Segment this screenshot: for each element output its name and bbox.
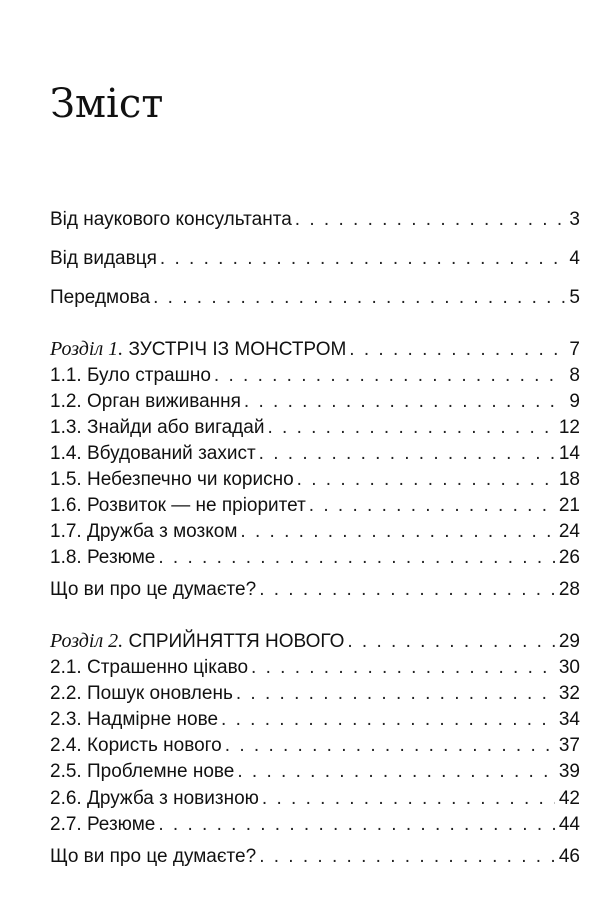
toc-entry-label: 1.4. Вбудований захист bbox=[50, 443, 256, 464]
dot-leader bbox=[259, 844, 555, 870]
toc-section-2-3 bbox=[50, 707, 580, 733]
dot-leader bbox=[160, 246, 566, 272]
toc-section-2-7 bbox=[50, 812, 580, 838]
toc-entry-label: Передмова bbox=[50, 287, 151, 308]
toc-section-1-1 bbox=[50, 363, 580, 389]
page-title: Зміст bbox=[50, 81, 164, 127]
chapter-prefix: Розділ 1. bbox=[50, 338, 124, 360]
toc-section-1-3 bbox=[50, 415, 580, 441]
toc-section-2-1 bbox=[50, 655, 580, 681]
dot-leader bbox=[237, 759, 555, 785]
toc-entry-page: 44 bbox=[558, 814, 580, 835]
toc-entry-page: 12 bbox=[558, 417, 580, 438]
toc-entry-label: 2.7. Резюме bbox=[50, 814, 156, 835]
toc-section-1-6 bbox=[50, 493, 580, 519]
toc-entry-page: 30 bbox=[558, 657, 580, 678]
toc-entry-page: 24 bbox=[558, 521, 580, 542]
toc-entry-page: 28 bbox=[558, 579, 580, 600]
toc-chapter-1-question bbox=[50, 577, 580, 603]
toc-chapter-2-question bbox=[50, 844, 580, 870]
toc-chapter-label bbox=[50, 336, 346, 363]
toc-entry-page: 4 bbox=[569, 248, 580, 269]
toc-section-2-2 bbox=[50, 681, 580, 707]
toc-entry-preface bbox=[50, 285, 580, 311]
dot-leader bbox=[236, 681, 555, 707]
toc-entry-page: 34 bbox=[558, 709, 580, 730]
toc-entry-label: 1.5. Небезпечно чи корисно bbox=[50, 469, 294, 490]
toc-entry-label: Що ви про це думаєте? bbox=[50, 579, 257, 600]
toc-entry-label: 2.3. Надмірне нове bbox=[50, 709, 219, 730]
toc-entry-label: Від наукового консультанта bbox=[50, 209, 292, 230]
dot-leader bbox=[153, 285, 565, 311]
toc-entry-label: 1.3. Знайди або вигадай bbox=[50, 417, 265, 438]
toc-entry-label: 2.4. Користь нового bbox=[50, 735, 222, 756]
toc-entry-label: 2.1. Страшенно цікаво bbox=[50, 657, 249, 678]
toc-entry-label: 2.5. Проблемне нове bbox=[50, 761, 235, 782]
dot-leader bbox=[158, 812, 555, 838]
toc-entry-page: 14 bbox=[558, 443, 580, 464]
toc-entry-page: 42 bbox=[558, 788, 580, 809]
dot-leader bbox=[295, 207, 566, 233]
toc-entry-publisher bbox=[50, 246, 580, 272]
dot-leader bbox=[225, 733, 555, 759]
toc-entry-page: 46 bbox=[558, 846, 580, 867]
toc-chapter-1-heading bbox=[50, 336, 580, 362]
toc-entry-label: 2.6. Дружба з новизною bbox=[50, 788, 259, 809]
toc-entry-page: 9 bbox=[569, 391, 580, 412]
dot-leader bbox=[349, 337, 565, 363]
toc-entry-consultant bbox=[50, 207, 580, 233]
toc-section-2-5 bbox=[50, 759, 580, 785]
dot-leader bbox=[158, 545, 555, 571]
toc-entry-page: 21 bbox=[558, 495, 580, 516]
toc-entry-page: 32 bbox=[558, 683, 580, 704]
toc-entry-page: 8 bbox=[569, 365, 580, 386]
dot-leader bbox=[221, 707, 555, 733]
dot-leader bbox=[240, 519, 554, 545]
toc-entry-page: 5 bbox=[569, 287, 580, 308]
toc-entry-label: 1.7. Дружба з мозком bbox=[50, 521, 238, 542]
dot-leader bbox=[262, 786, 555, 812]
toc-entry-label: 1.2. Орган виживання bbox=[50, 391, 241, 412]
chapter-prefix: Розділ 2. bbox=[50, 630, 124, 652]
dot-leader bbox=[251, 655, 555, 681]
toc-entry-page: 37 bbox=[558, 735, 580, 756]
toc-entry-label: Що ви про це думаєте? bbox=[50, 846, 257, 867]
dot-leader bbox=[347, 629, 554, 655]
chapter-title: ЗУСТРІЧ ІЗ МОНСТРОМ bbox=[128, 339, 347, 360]
dot-leader bbox=[267, 415, 554, 441]
dot-leader bbox=[259, 577, 555, 603]
toc-entry-label: 1.1. Було страшно bbox=[50, 365, 211, 386]
toc-section-1-8 bbox=[50, 545, 580, 571]
toc-section-2-4 bbox=[50, 733, 580, 759]
toc-entry-page: 7 bbox=[569, 339, 580, 360]
toc-entry-page: 39 bbox=[558, 761, 580, 782]
toc-entry-label: 1.6. Розвиток — не пріоритет bbox=[50, 495, 306, 516]
toc-entry-label: Від видавця bbox=[50, 248, 157, 269]
toc-section-2-6 bbox=[50, 786, 580, 812]
toc-entry-label: 2.2. Пошук оновлень bbox=[50, 683, 233, 704]
dot-leader bbox=[259, 441, 555, 467]
toc-chapter-label bbox=[50, 628, 344, 655]
toc-section-1-7 bbox=[50, 519, 580, 545]
toc-chapter-2-heading bbox=[50, 628, 580, 654]
toc-entry-page: 29 bbox=[558, 631, 580, 652]
dot-leader bbox=[244, 389, 566, 415]
toc-section-1-2 bbox=[50, 389, 580, 415]
toc-section-1-4 bbox=[50, 441, 580, 467]
chapter-title: СПРИЙНЯТТЯ НОВОГО bbox=[128, 631, 345, 652]
toc-entry-page: 26 bbox=[558, 547, 580, 568]
toc-section-1-5 bbox=[50, 467, 580, 493]
dot-leader bbox=[214, 363, 566, 389]
dot-leader bbox=[297, 467, 555, 493]
toc-entry-page: 3 bbox=[569, 209, 580, 230]
toc-entry-page: 18 bbox=[558, 469, 580, 490]
toc-entry-label: 1.8. Резюме bbox=[50, 547, 156, 568]
dot-leader bbox=[309, 493, 555, 519]
